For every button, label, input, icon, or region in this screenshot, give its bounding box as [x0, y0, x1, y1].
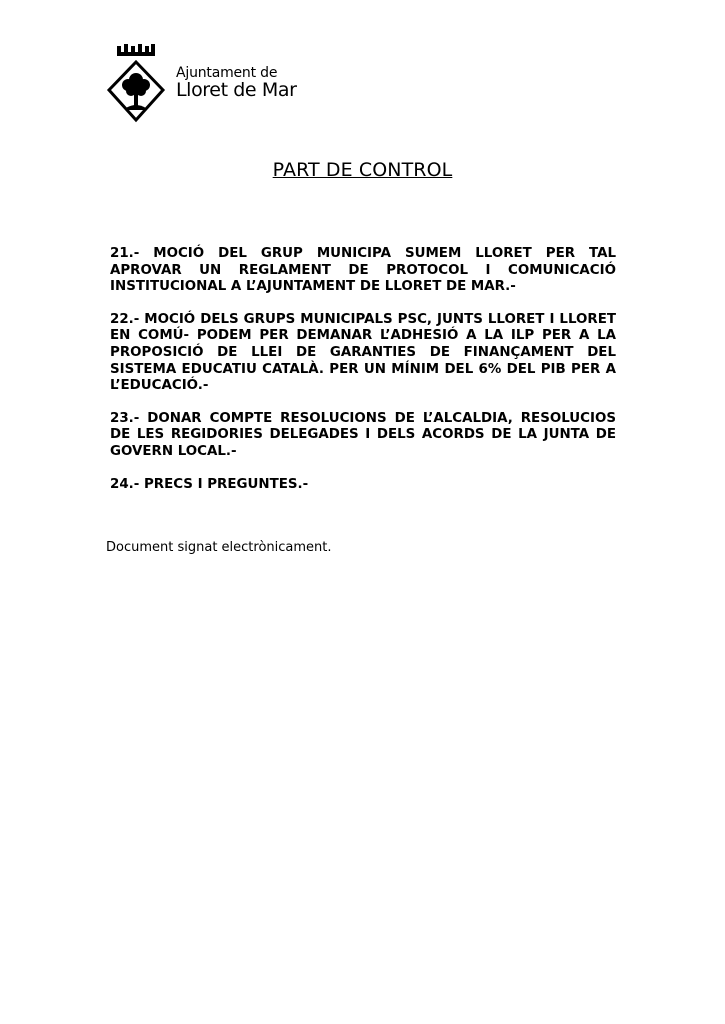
logo-line-2: Lloret de Mar	[176, 78, 297, 101]
logo-line-1: Ajuntament de	[176, 65, 278, 81]
agenda-item-22: 22.- MOCIÓ DELS GRUPS MUNICIPALS PSC, JUNTS LLORET I LLORET EN COMÚ- PODEM PER DEMANAR L’ADHESIÓ A LA ILP PER A LA PROPOSICIÓ DE LLEI DE GARANTIES DE FINANÇAMENT DEL SISTEMA EDUCATIU CATALÀ. PER UN MÍNIM DEL 6% DEL PIB PER A L’EDUCACIÓ.-	[110, 311, 616, 394]
agenda-items	[110, 246, 616, 509]
agenda-item-23: 23.- DONAR COMPTE RESOLUCIONS DE L’ALCALDIA, RESOLUCIOS DE LES REGIDORIES DELEGADES I DELS ACORDS DE LA JUNTA DE GOVERN LOCAL.-	[110, 410, 616, 459]
agenda-item-21: 21.- MOCIÓ DEL GRUP MUNICIPA SUMEM LLORET PER TAL APROVAR UN REGLAMENT DE PROTOCOL I COMUNICACIÓ INSTITUCIONAL A L’AJUNTAMENT DE LLORET DE MAR.-	[110, 246, 616, 295]
section-title: PART DE CONTROL	[272, 159, 453, 181]
signature-note: Document signat electrònicament.	[106, 540, 332, 555]
coat-of-arms-icon	[104, 42, 174, 126]
logo-text	[176, 66, 297, 101]
agenda-item-24: 24.- PRECS I PREGUNTES.-	[110, 476, 309, 492]
municipal-logo	[104, 42, 297, 126]
